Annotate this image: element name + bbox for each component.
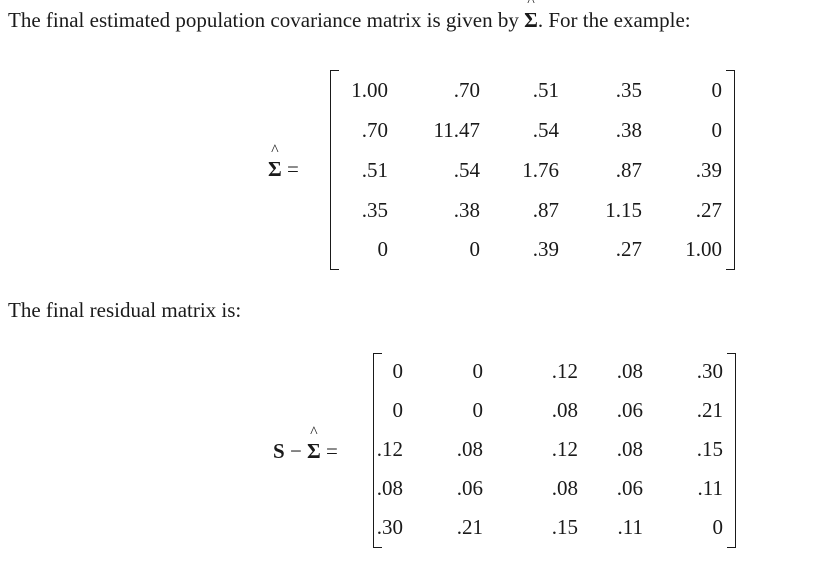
residual-label-minus: − xyxy=(284,439,308,463)
matrix-cell: .08 xyxy=(551,398,578,422)
matrix-cell: .51 xyxy=(532,78,559,102)
matrix-cell: .27 xyxy=(695,198,722,222)
matrix-cell: .38 xyxy=(453,198,480,222)
residual-matrix xyxy=(373,353,736,548)
right-bracket xyxy=(727,353,736,548)
matrix-cell: .12 xyxy=(551,437,578,461)
matrix-cell: .39 xyxy=(532,237,559,261)
matrix-cell: .08 xyxy=(616,359,643,383)
matrix-cell: .08 xyxy=(376,476,403,500)
matrix-cell: .06 xyxy=(616,476,643,500)
matrix-cell: 0 xyxy=(711,78,722,102)
matrix-cell: .30 xyxy=(376,515,403,539)
matrix-cell: .87 xyxy=(532,198,559,222)
matrix-cell: .54 xyxy=(453,158,480,182)
matrix-cell: 1.00 xyxy=(685,237,722,261)
matrix-cell: 0 xyxy=(472,359,483,383)
intro-after: . For the example: xyxy=(537,8,691,32)
matrix-cell: .06 xyxy=(616,398,643,422)
right-bracket xyxy=(726,70,735,270)
matrix-cell: .54 xyxy=(532,118,559,142)
sigma-label-eq: = xyxy=(281,157,299,181)
residual-label xyxy=(273,439,338,464)
residual-intro-text: The final residual matrix is: xyxy=(8,298,242,322)
matrix-cell: 0 xyxy=(472,398,483,422)
matrix-cell: .08 xyxy=(456,437,483,461)
matrix-cell: .35 xyxy=(615,78,642,102)
matrix-cell: .11 xyxy=(697,476,723,500)
matrix-cell: .08 xyxy=(551,476,578,500)
matrix-cell: 1.00 xyxy=(351,78,388,102)
intro-before: The final estimated population covariance matrix is given by xyxy=(8,8,525,32)
intro-text xyxy=(8,8,691,33)
sigma-label xyxy=(268,157,299,182)
matrix-cell: .27 xyxy=(615,237,642,261)
sigma-hat-symbol: ^ Σ xyxy=(524,8,538,33)
matrix-cell: .51 xyxy=(361,158,388,182)
matrix-cell: .12 xyxy=(376,437,403,461)
matrix-cell: 0 xyxy=(712,515,723,539)
matrix-cell: .70 xyxy=(361,118,388,142)
matrix-cell: .15 xyxy=(696,437,723,461)
residual-label-eq: = xyxy=(320,439,338,463)
matrix-cell: 1.15 xyxy=(605,198,642,222)
sigma-matrix xyxy=(330,70,735,270)
matrix-cell: .70 xyxy=(453,78,480,102)
matrix-cell: .87 xyxy=(615,158,642,182)
matrix-cell: .11 xyxy=(617,515,643,539)
matrix-cell: 0 xyxy=(469,237,480,261)
matrix-cell: .39 xyxy=(695,158,722,182)
matrix-cell: .08 xyxy=(616,437,643,461)
residual-label-s: S xyxy=(273,439,285,463)
matrix-cell: 11.47 xyxy=(433,118,480,142)
matrix-cell: .38 xyxy=(615,118,642,142)
matrix-cell: .30 xyxy=(696,359,723,383)
matrix-cell: .15 xyxy=(551,515,578,539)
matrix-cell: .12 xyxy=(551,359,578,383)
matrix-cell: .06 xyxy=(456,476,483,500)
matrix-cell: 0 xyxy=(711,118,722,142)
sigma-label-symbol: ^ Σ xyxy=(268,157,282,182)
matrix-cell: .35 xyxy=(361,198,388,222)
residual-label-symbol: ^ Σ xyxy=(307,439,321,464)
matrix-cell: 0 xyxy=(392,359,403,383)
matrix-cell: 1.76 xyxy=(522,158,559,182)
matrix-cell: .21 xyxy=(456,515,483,539)
matrix-cell: 0 xyxy=(377,237,388,261)
matrix-cell: 0 xyxy=(392,398,403,422)
matrix-cell: .21 xyxy=(696,398,723,422)
